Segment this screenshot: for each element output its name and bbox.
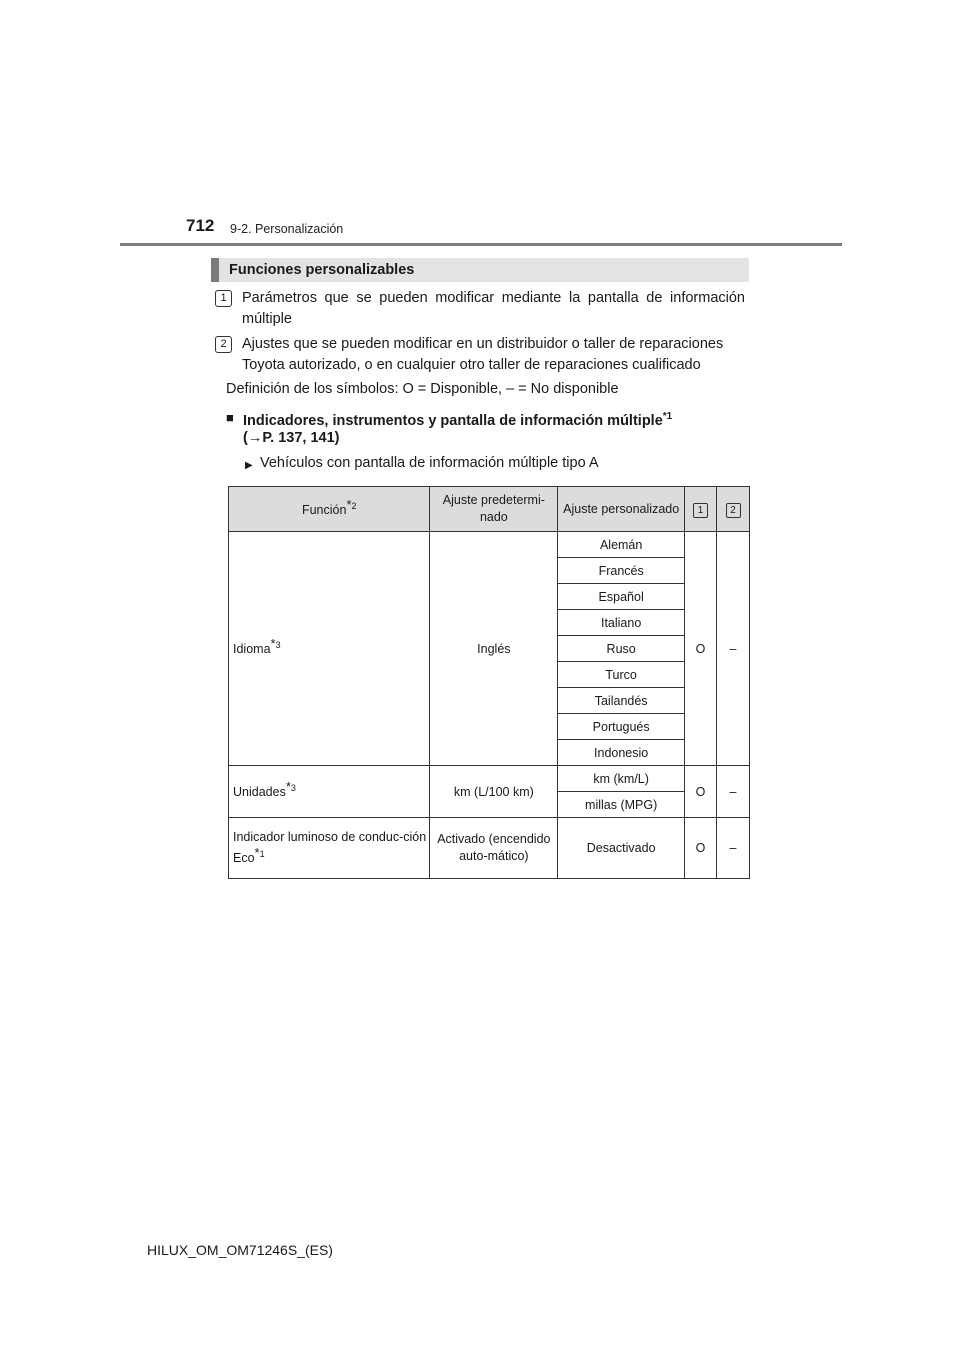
variant-label: Vehículos con pantalla de información múltiple tipo A	[260, 455, 599, 471]
square-bullet-icon: ■	[226, 410, 234, 425]
option-cell: Tailandés	[558, 688, 685, 714]
eco-default: Activado (encendido auto-mático)	[430, 818, 558, 879]
header-col-2: 2	[717, 487, 750, 532]
option-cell: Italiano	[558, 610, 685, 636]
sub-heading-text: Indicadores, instrumentos y pantalla de información múltiple	[243, 412, 663, 429]
option-cell: Francés	[558, 558, 685, 584]
section-title: 9-2. Personalización	[230, 222, 344, 236]
units-col-2: –	[717, 766, 750, 818]
option-cell: km (km/L)	[558, 766, 685, 792]
eco-col-2: –	[717, 818, 750, 879]
header-rule	[120, 243, 842, 246]
eco-function: Indicador luminoso de conduc-ción Eco*$^1$	[229, 818, 430, 879]
item-number-2: 2	[215, 336, 232, 353]
header-custom: Ajuste personalizado	[558, 487, 685, 532]
option-cell: Ruso	[558, 636, 685, 662]
page-number: 712	[186, 216, 215, 235]
header-col-1: 1	[685, 487, 717, 532]
units-function: Unidades*$^3$	[229, 766, 430, 818]
option-cell: Turco	[558, 662, 685, 688]
table-header-row	[229, 487, 750, 532]
table-row	[229, 766, 750, 792]
option-cell: Alemán	[558, 532, 685, 558]
sub-heading	[243, 405, 672, 433]
option-cell: Español	[558, 584, 685, 610]
page-reference: (→P. 137, 141)	[243, 430, 340, 446]
footer-code: HILUX_OM_OM71246S_(ES)	[147, 1242, 333, 1258]
language-function: Idioma*$^3$	[229, 532, 430, 766]
eco-col-1: O	[685, 818, 717, 879]
item-number-1: 1	[215, 290, 232, 307]
option-cell: millas (MPG)	[558, 792, 685, 818]
units-default: km (L/100 km)	[430, 766, 558, 818]
language-default: Inglés	[430, 532, 558, 766]
eco-option: Desactivado	[558, 818, 685, 879]
symbol-definition: Definición de los símbolos: O = Disponible, – = No disponible	[226, 381, 619, 397]
item-text-1: Parámetros que se pueden modificar mediante la pantalla de información múltiple	[242, 290, 745, 327]
option-cell: Indonesio	[558, 740, 685, 766]
table-row	[229, 818, 750, 879]
table-row	[229, 532, 750, 558]
section-heading: Funciones personalizables	[211, 258, 749, 282]
triangle-bullet-icon: ▶	[245, 460, 253, 471]
language-col-1: O	[685, 532, 717, 766]
header-function: Función*$^2$	[229, 487, 430, 532]
settings-table	[228, 486, 750, 879]
item-text-2: Ajustes que se pueden modificar en un distribuidor o taller de reparaciones Toyota autorizado, o en cualquier otro taller de reparaciones cualificado	[242, 336, 724, 373]
option-cell: Portugués	[558, 714, 685, 740]
sub-heading-note: *1	[662, 411, 673, 422]
language-col-2: –	[717, 532, 750, 766]
header-default: Ajuste predetermi-nado	[430, 487, 558, 532]
units-col-1: O	[685, 766, 717, 818]
